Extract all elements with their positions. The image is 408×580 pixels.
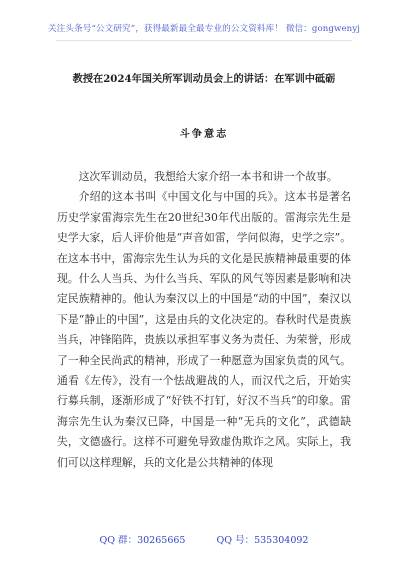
header-divider [56,40,352,41]
qq-account-number: QQ 号：535304092 [216,535,309,546]
document-title-continued: 斗争意志 [179,128,229,140]
document-body [57,167,351,473]
body-paragraph: 介绍的这本书叫《中国文化与中国的兵》。这本书是著名历史学家雷海宗先生在20世纪30年代出版的。雷海宗先生是史学大家，后人评价他是“声音如雷，学问似海，史学之宗”。在这本书中，雷海宗先生认为兵的文化是民族精神最重要的体现。什么人当兵、为什么当兵、军队的风气等因素是影响和决定民族精神的。他认为秦汉以上的中国是“动的中国”，秦汉以下是“静止的中国”，这是由兵的文化决定的。春秋时代是贵族当兵，冲锋陷阵，贵族以承担军事义务为责任、为荣誉，形成了一种全民尚武的精神，形成了一种愿意为国家负责的风气。通看《左传》，没有一个怯战避战的人，而汉代之后，开始实行募兵制，逐渐形成了“好铁不打钉，好汉不当兵”的印象。雷海宗先生认为秦汉已降，中国是一种“无兵的文化”，武德缺失，文德盛行。这样不可避免导致虚伪欺诈之风。实际上，我们可以这样理解，兵的文化是公共精神的体现 [57,190,351,469]
footer-contact [0,532,408,546]
qq-group-number: QQ 群：30265665 [99,535,186,546]
document-title: 教授在2024年国关所军训动员会上的讲话：在军训中砥砺 [72,73,336,85]
header-promo-text: 关注头条号“公文研究”，获得最新最全最专业的公文资料库！ 微信：gongwenyj [47,24,361,34]
body-paragraph: 这次军训动员，我想给大家介绍一本书和讲一个故事。 [78,170,338,183]
